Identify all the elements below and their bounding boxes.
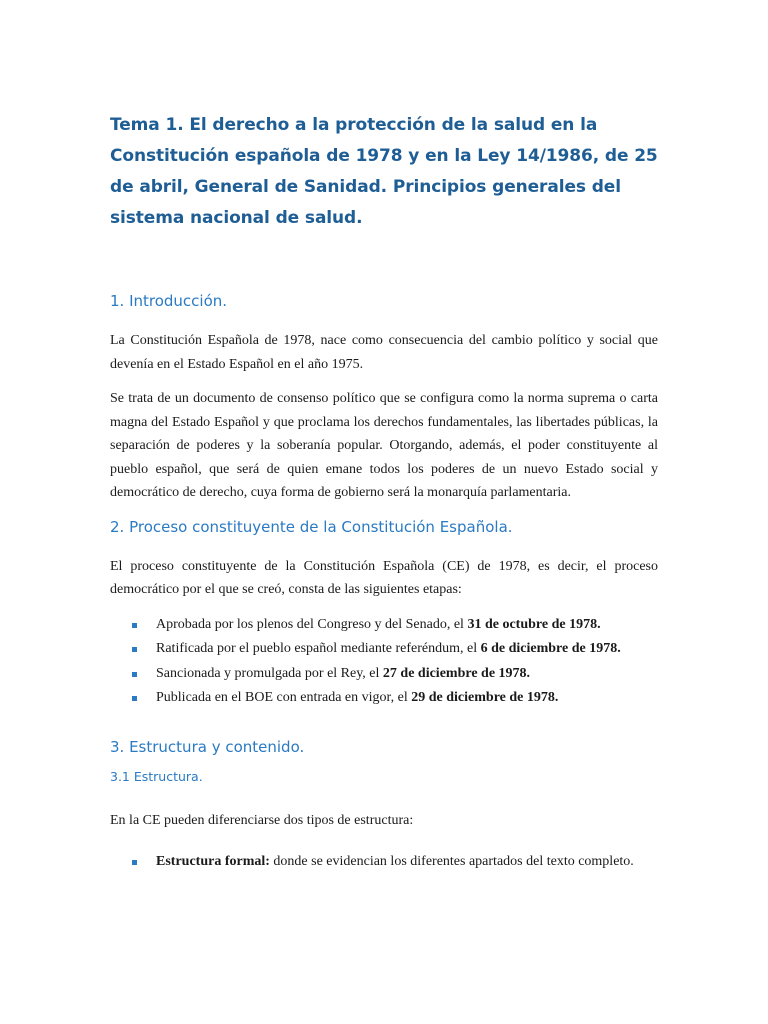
list-item [110, 850, 658, 875]
section-heading-proceso: 2. Proceso constituyente de la Constitución Española. [110, 517, 513, 536]
square-bullet-icon [132, 672, 137, 677]
list-item-text: Ratificada por el pueblo español mediante referéndum, el [156, 641, 481, 656]
square-bullet-icon [132, 647, 137, 652]
list-item [110, 686, 658, 711]
square-bullet-icon [132, 860, 137, 865]
list-item-date: 27 de diciembre de 1978. [382, 665, 531, 681]
section-heading-introduccion: 1. Introducción. [110, 292, 228, 310]
list-item-text: Sancionada y promulgada por el Rey, el [156, 665, 383, 681]
list-item-date: 31 de octubre de 1978. [467, 616, 601, 632]
intro-paragraph-1: La Constitución Española de 1978, nace como consecuencia del cambio político y social que devenía en el Estado Español en el año 1975. [110, 333, 658, 372]
estructura-paragraph: En la CE pueden diferenciarse dos tipos de estructura: [110, 812, 414, 828]
list-item [110, 637, 658, 662]
list-item-date: 29 de diciembre de 1978. [411, 690, 559, 705]
intro-paragraph-2: Se trata de un documento de consenso político que se configura como la norma suprema o carta magna del Estado Español y que proclama los derechos fundamentales, las libertades públicas, la separación de poderes y la soberanía popular. Otorgando, además, el poder constituyente al pueblo español, que será de quien emane todos los poderes de un nuevo Estado social y democrático de derecho, cuya forma de gobierno será la monarquía parlamentaria. [110, 391, 658, 500]
list-item-text: Aprobada por los plenos del Congreso y del Senado, el [156, 616, 468, 632]
list-item [110, 613, 658, 638]
square-bullet-icon [132, 696, 137, 701]
square-bullet-icon [132, 623, 137, 628]
section-heading-estructura: 3. Estructura y contenido. [110, 737, 305, 756]
list-item-text: donde se evidencian los diferentes apartados del texto completo. [269, 854, 634, 869]
proceso-paragraph: El proceso constituyente de la Constitución Española (CE) de 1978, es decir, el proceso democrático por el que se creó, consta de las siguientes etapas: [110, 558, 658, 597]
subsection-heading-estructura: 3.1 Estructura. [110, 768, 203, 784]
list-item-text: Publicada en el BOE con entrada en vigor, el [156, 690, 412, 705]
list-item-date: 6 de diciembre de 1978. [480, 641, 621, 656]
proceso-list [110, 613, 658, 711]
document-title: Tema 1. El derecho a la protección de la salud en la Constitución española de 1978 y en la Ley 14/1986, de 25 de abril, General de Sanidad. Principios generales del sistema nacional de salud. [110, 115, 658, 228]
estructura-list [110, 850, 658, 875]
list-item-term: Estructura formal: [156, 854, 270, 869]
list-item [110, 662, 658, 687]
